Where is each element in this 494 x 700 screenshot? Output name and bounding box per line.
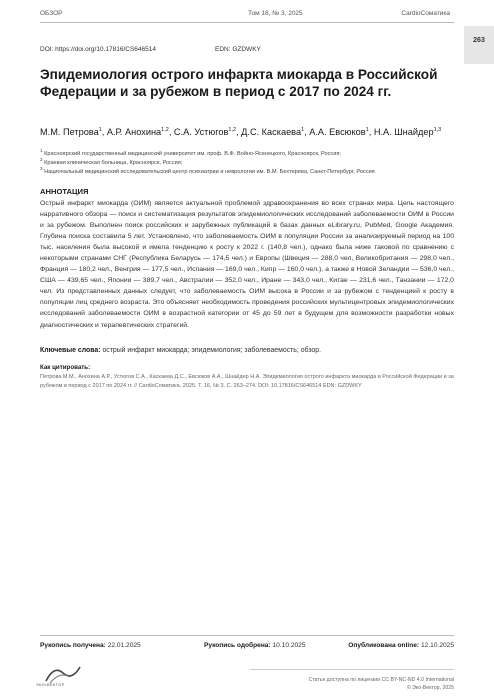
- author-separator: ,: [368, 127, 374, 138]
- article-title: Эпидемиология острого инфаркта миокарда в Российской Федерации и за рубежом в период с 2017 по 2024 гг.: [40, 67, 438, 99]
- author-affiliation-sup: 1,3: [433, 127, 442, 133]
- received-date: [40, 642, 141, 649]
- author-list: [40, 127, 441, 137]
- page-number: 263: [473, 37, 485, 44]
- affiliation-1-sup: 1: [40, 148, 43, 153]
- author-name: А.А. Евсюков: [309, 127, 366, 138]
- author-name: Д.С. Каскаева: [241, 127, 302, 138]
- author-name: Н.А. Шнайдер: [373, 127, 434, 138]
- keywords-text: острый инфаркт миокарда; эпидемиология; заболеваемость; обзор.: [102, 347, 322, 354]
- received-label: Рукопись получена:: [40, 642, 106, 649]
- annotation-text: Острый инфаркт миокарда (ОИМ) является актуальной проблемой здравоохранения во всех странах мира. Цель настоящего нарративного обзора — поиск и систематизация результатов эпидемиологических исследований заболеваемости ОИМ в России и за рубежом. Выполнен поиск российских и зарубежных публикаций в базах данных eLibrary.ru, PubMed, Google Академия. Глубина поиска составила 5 лет. Установлено, что заболеваемость ОИМ в популяции России за анализируемый период на 100 тыс. населения была высокой и имела тенденцию к росту к 2022 г. (140,8 чел.), однако была ниже таковой по сравнению с некоторыми странами СНГ (Республика Беларусь — 174,5 чел.) и Европы (Швеция — 288,0 чел, Великобритания — 298,0 чел., Франция — 180,2 чел., Венгрия — 177,5 чел., Испания — 169,0 чел., Кипр — 160,0 чел.), а также в Новой Зеландии — 536,0 чел., США — 439,65 чел., Японии — 389,7 чел., Австралии — 352,0 чел., Иране — 343,0 чел., Китае — 231,6 чел., Танзании — 172,0 чел. Из представленных данных следует, что заболеваемость ОИМ высока в России и за рубежом с тенденцией к росту в популяции лиц среднего возраста. Это объясняет необходимость проведения российских мультицентровых эпидемиологических исследований заболеваемости ОИМ в возрастной категории от 45 до 59 лет в будущем для возможности разработки новых диагностических и терапевтических стратегий.: [40, 200, 454, 329]
- header-journal: CardioСоматика: [401, 10, 450, 17]
- dates-divider: [40, 635, 454, 636]
- received-value: 22.01.2025: [107, 642, 141, 649]
- author-affiliation-sup: 1: [365, 127, 369, 133]
- page-number-tab: [464, 26, 494, 64]
- approved-value: 10.10.2025: [272, 642, 306, 649]
- doi-link[interactable]: DOI: https://doi.org/10.17816/CS646514: [40, 46, 156, 53]
- author-separator: ,: [168, 127, 174, 138]
- keywords: [40, 347, 321, 354]
- published-value: 12.10.2025: [420, 642, 454, 649]
- affiliation-3-text: Национальный медицинский исследовательский центр психиатрии и неврологии им. В.М. Бехтерева, Санкт-Петербург, Россия: [44, 168, 375, 175]
- affiliation-3-sup: 3: [40, 166, 43, 171]
- author-affiliation-sup: 1: [301, 127, 305, 133]
- keywords-label: Ключевые слова:: [40, 347, 101, 354]
- affiliation-1-text: Красноярский государственный медицинский университет им. проф. В.Ф. Войно-Ясенецкого, Красноярск, Россия;: [44, 150, 341, 157]
- publisher-logo-text: ЭКО•ВЕКТОР: [36, 683, 65, 687]
- author-separator: ,: [101, 127, 107, 138]
- header-volume: Том 16, № 3, 2025: [248, 10, 303, 17]
- author-affiliation-sup: 1,2: [228, 127, 237, 133]
- eco-vector-logo-icon: [40, 663, 86, 685]
- affiliation-2: [40, 157, 182, 166]
- affiliation-1: [40, 148, 341, 157]
- license-line-2: © Эко-Вектор, 2025: [406, 685, 454, 691]
- published-date: [348, 642, 454, 649]
- author-name: М.М. Петрова: [40, 127, 99, 138]
- affiliation-2-sup: 2: [40, 157, 43, 162]
- header-section: ОБЗОР: [40, 10, 63, 17]
- author-name: А.Р. Анохина: [106, 127, 162, 138]
- annotation-heading: АННОТАЦИЯ: [40, 187, 89, 196]
- author-separator: ,: [236, 127, 242, 138]
- license-line-1: Статья доступна по лицензии CC BY-NC-ND 4.0 International: [308, 677, 454, 683]
- edn-code: EDN: GZDWKY: [215, 46, 261, 53]
- header-divider: [40, 22, 454, 23]
- approved-label: Рукопись одобрена:: [204, 642, 271, 649]
- license-divider: [250, 669, 454, 670]
- author-name: С.А. Устюгов: [173, 127, 229, 138]
- approved-date: [204, 642, 306, 649]
- citation-heading: Как цитировать:: [40, 364, 91, 371]
- affiliation-3: [40, 166, 375, 175]
- license-info: [309, 676, 455, 692]
- published-label: Опубликована online:: [348, 642, 420, 649]
- author-affiliation-sup: 1,2: [161, 127, 169, 133]
- author-separator: ,: [304, 127, 310, 138]
- author-affiliation-sup: 1: [98, 127, 102, 133]
- affiliation-2-text: Краевая клиническая больница, Красноярск, Россия;: [44, 159, 183, 166]
- citation-text: Петрова М.М., Анохина А.Р., Устюгов С.А., Каскаева Д.С., Евсюков А.А., Шнайдер Н.А. Эпидемиология острого инфаркта миокарда в Российской Федерации и за рубежом в период с 2017 по 2024 гг. // CardioСоматика. 2025. Т. 16, № 3. С. 263–274. DOI: 10.17816/CS646514 EDN: GZDWKY: [40, 374, 454, 389]
